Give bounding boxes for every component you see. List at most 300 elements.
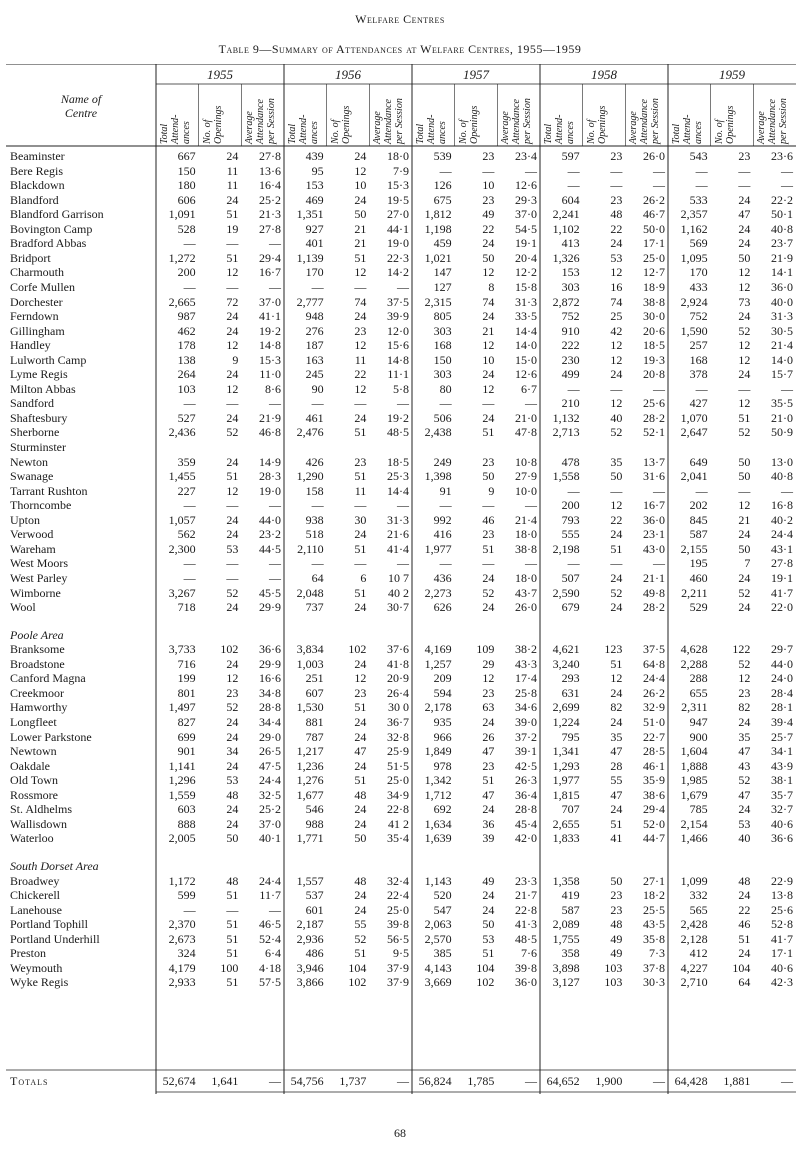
table-cell: 48 — [610, 207, 623, 222]
table-cell: 1,296 — [168, 773, 196, 788]
table-cell: 23·3 — [514, 873, 537, 888]
table-cell: 24 — [354, 816, 367, 831]
table-cell: 24 — [226, 600, 239, 615]
table-cell: 50 — [738, 454, 751, 469]
table-cell: 38·6 — [642, 787, 665, 802]
table-cell: 50 — [738, 541, 751, 556]
table-cell: 222 — [561, 338, 580, 353]
table-cell: — — [439, 556, 452, 571]
table-cell: 2,357 — [680, 207, 708, 222]
sub-header-label: ances — [437, 121, 448, 144]
table-cell: 795 — [561, 729, 580, 744]
table-cell: 7 — [744, 556, 751, 571]
table-cell: 10 — [482, 178, 495, 193]
table-cell: 4,143 — [424, 960, 452, 975]
centre-name: St. Aldhelms — [10, 802, 73, 817]
table-cell: — — [610, 556, 623, 571]
table-cell: 40·0 — [770, 294, 793, 309]
table-cell: 27·8 — [258, 221, 281, 236]
table-cell: 48 — [738, 873, 751, 888]
table-cell: 37·0 — [258, 816, 281, 831]
table-cell: 24 — [354, 714, 367, 729]
centre-name: Blandford Garrison — [10, 207, 104, 222]
table-cell: 416 — [433, 527, 452, 542]
table-cell: 24 — [738, 946, 751, 961]
table-cell: — — [695, 483, 708, 498]
table-cell: 34·9 — [386, 787, 409, 802]
centre-name: Waterloo — [10, 831, 54, 846]
table-cell: 53 — [738, 816, 751, 831]
table-cell: 21·9 — [770, 250, 793, 265]
table-cell: 24 — [482, 600, 495, 615]
table-cell: — — [311, 396, 324, 411]
table-cell: 122 — [732, 642, 751, 657]
table-cell: 4·18 — [258, 960, 281, 975]
table-cell: 12 — [610, 352, 623, 367]
table-cell: 2,933 — [168, 975, 196, 990]
table-cell: 28·1 — [770, 700, 793, 715]
table-cell: — — [738, 483, 751, 498]
table-cell: 462 — [177, 323, 196, 338]
table-cell: 126 — [433, 178, 452, 193]
table-cell: 461 — [305, 410, 324, 425]
table-cell: 12 — [738, 671, 751, 686]
table-cell: 12 — [482, 671, 495, 686]
table-cell: — — [482, 556, 495, 571]
table-cell: 50 — [482, 917, 495, 932]
table-cell: 14·1 — [770, 265, 793, 280]
sub-header-label: Attend- — [682, 114, 693, 144]
table-cell: — — [567, 556, 580, 571]
table-cell: — — [695, 178, 708, 193]
table-cell: 10·8 — [514, 454, 537, 469]
table-cell: 518 — [305, 527, 324, 542]
table-cell: 1,057 — [168, 512, 196, 527]
table-cell: 436 — [433, 570, 452, 585]
table-cell: 47·5 — [258, 758, 281, 773]
sub-header-label: Average — [372, 111, 384, 144]
table-cell: 16·6 — [258, 671, 281, 686]
table-cell: — — [226, 396, 239, 411]
table-cell: 43·0 — [642, 541, 665, 556]
table-cell: 1,102 — [552, 221, 580, 236]
table-cell: 3,946 — [296, 960, 324, 975]
table-cell: 24 — [226, 729, 239, 744]
table-cell: 25·9 — [386, 744, 409, 759]
table-cell: 54·5 — [514, 221, 537, 236]
table-cell: 23·6 — [770, 149, 793, 163]
totals-cell: 54,756 — [290, 1074, 324, 1088]
totals-cell: 1,881 — [723, 1074, 751, 1088]
table-cell: 52·1 — [642, 425, 665, 440]
table-cell: 51 — [354, 250, 367, 265]
table-cell: — — [226, 279, 239, 294]
table-cell: 11·1 — [387, 367, 409, 382]
table-cell: 22·0 — [770, 600, 793, 615]
table-cell: 15·0 — [514, 352, 537, 367]
table-cell: 42·5 — [514, 758, 537, 773]
table-cell: 1,143 — [424, 873, 452, 888]
table-cell: 9 — [488, 483, 495, 498]
centre-name: Old Town — [10, 773, 58, 788]
table-cell: 599 — [177, 888, 196, 903]
table-cell: 12 — [738, 338, 751, 353]
table-cell: 51 — [226, 946, 239, 961]
table-cell: 52 — [738, 585, 751, 600]
centre-name: Upton — [10, 512, 40, 527]
table-cell: 2,655 — [552, 816, 580, 831]
table-cell: 52·4 — [258, 931, 281, 946]
sub-header-label: Total — [543, 123, 554, 144]
table-cell: 2,041 — [680, 469, 708, 484]
table-cell: — — [524, 498, 537, 513]
table-cell: 1,604 — [680, 744, 708, 759]
table-cell: 195 — [689, 556, 708, 571]
table-cell: 22·4 — [386, 888, 409, 903]
table-cell: 49 — [482, 873, 495, 888]
table-cell: — — [652, 178, 665, 193]
table-cell: 24 — [738, 236, 751, 251]
table-cell: 25·2 — [258, 192, 281, 207]
table-cell: — — [610, 178, 623, 193]
table-cell: 147 — [433, 265, 452, 280]
sub-header-label: Attendance — [255, 99, 267, 144]
table-cell: 2,110 — [297, 541, 324, 556]
table-cell: 39·9 — [386, 309, 409, 324]
table-cell: 12 — [226, 381, 239, 396]
table-cell: 987 — [177, 309, 196, 324]
centre-name: Preston — [10, 946, 46, 961]
table-cell: 1,497 — [168, 700, 196, 715]
table-cell: 29·4 — [258, 250, 281, 265]
table-cell: 100 — [220, 960, 239, 975]
table-cell: 28·2 — [642, 600, 665, 615]
table-cell: 47 — [482, 744, 495, 759]
centre-name: Wallisdown — [10, 816, 68, 831]
table-cell: 23·7 — [770, 236, 793, 251]
totals-cell: 64,428 — [674, 1074, 708, 1088]
table-cell: 439 — [305, 149, 324, 163]
table-cell: 53 — [226, 773, 239, 788]
table-cell: 41·8 — [386, 656, 409, 671]
table-cell: 752 — [561, 309, 580, 324]
table-cell: 41·3 — [514, 917, 537, 932]
table-cell: 988 — [305, 816, 324, 831]
table-cell: 12 — [354, 671, 367, 686]
table-cell: 199 — [177, 671, 196, 686]
table-cell: 11 — [226, 163, 239, 178]
table-cell: 1,276 — [296, 773, 324, 788]
table-cell: 50 — [226, 831, 239, 846]
table-cell: 30 0 — [387, 700, 409, 715]
table-cell: 22·8 — [514, 902, 537, 917]
table-cell: 16·4 — [258, 178, 281, 193]
table-cell: 23 — [482, 527, 495, 542]
table-cell: 22·3 — [386, 250, 409, 265]
table-cell: 50·1 — [770, 207, 793, 222]
centre-name: Broadwey — [10, 873, 60, 888]
table-cell: 12·0 — [386, 323, 409, 338]
table-cell: 102 — [348, 975, 367, 990]
centre-name: Branksome — [10, 642, 65, 657]
table-cell: 23 — [354, 454, 367, 469]
centre-name: Shaftesbury — [10, 410, 68, 425]
table-cell: 752 — [689, 309, 708, 324]
table-cell: 46·7 — [642, 207, 665, 222]
table-cell: 539 — [433, 149, 452, 163]
centre-name: Chickerell — [10, 888, 60, 903]
sub-header-label: per Session — [266, 98, 278, 144]
table-cell: 737 — [305, 600, 324, 615]
table-cell: 4,628 — [680, 642, 708, 657]
table-cell: 38·1 — [770, 773, 793, 788]
table-cell: 170 — [689, 265, 708, 280]
table-cell: 3,127 — [552, 975, 580, 990]
table-cell: 1,977 — [552, 773, 580, 788]
table-cell: 55 — [354, 917, 367, 932]
table-cell: 1,198 — [424, 221, 452, 236]
table-cell: — — [226, 498, 239, 513]
table-cell: — — [482, 396, 495, 411]
table-cell: 12·6 — [514, 367, 537, 382]
centre-name: Oakdale — [10, 758, 50, 773]
table-cell: 42·0 — [514, 831, 537, 846]
table-cell: 11 — [354, 352, 367, 367]
table-cell: 103 — [604, 975, 623, 990]
table-cell: 543 — [689, 149, 708, 163]
table-cell: 24 — [226, 802, 239, 817]
table-cell: 7·6 — [520, 946, 537, 961]
table-cell: 2,476 — [296, 425, 324, 440]
table-cell: 537 — [305, 888, 324, 903]
table-cell: 32·8 — [386, 729, 409, 744]
totals-cell: 52,674 — [162, 1074, 196, 1088]
table-cell: 9 — [232, 352, 239, 367]
table-cell: 1,003 — [296, 656, 324, 671]
table-cell: 209 — [433, 671, 452, 686]
table-cell: 12 — [738, 265, 751, 280]
table-cell: 288 — [689, 671, 708, 686]
table-cell: 17·1 — [770, 946, 793, 961]
table-cell: 569 — [689, 236, 708, 251]
totals-cell: — — [780, 1074, 793, 1088]
table-cell: 37·8 — [642, 960, 665, 975]
table-cell: 52 — [482, 585, 495, 600]
sub-header-label: Total — [671, 123, 682, 144]
table-cell: 44·5 — [258, 541, 281, 556]
table-cell: — — [183, 396, 196, 411]
table-cell: 35 — [610, 454, 623, 469]
table-cell: 13·7 — [642, 454, 665, 469]
table-cell: 359 — [177, 454, 196, 469]
table-cell: 37·5 — [642, 642, 665, 657]
table-cell: 547 — [433, 902, 452, 917]
table-cell: 40·8 — [770, 469, 793, 484]
table-cell: — — [226, 570, 239, 585]
table-cell: 24 — [354, 656, 367, 671]
table-cell: 36 — [482, 816, 495, 831]
table-cell: 1,398 — [424, 469, 452, 484]
centre-name: Portland Underhill — [10, 931, 100, 946]
table-cell: 17·4 — [514, 671, 537, 686]
table-cell: 24 — [738, 714, 751, 729]
table-cell: 565 — [689, 902, 708, 917]
table-cell: 45·4 — [514, 816, 537, 831]
table-cell: 26·0 — [514, 600, 537, 615]
table-cell: 56·5 — [386, 931, 409, 946]
table-cell: 39·1 — [514, 744, 537, 759]
table-cell: 21 — [354, 221, 367, 236]
centre-name: Lanehouse — [10, 902, 62, 917]
table-cell: 44·0 — [770, 656, 793, 671]
table-cell: 82 — [738, 700, 751, 715]
sub-header-label: Average — [628, 111, 640, 144]
table-cell: 2,154 — [680, 816, 708, 831]
sub-header-label: Average — [500, 111, 512, 144]
table-cell: 24 — [482, 309, 495, 324]
table-cell: 1,557 — [296, 873, 324, 888]
table-cell: 1,455 — [168, 469, 196, 484]
table-cell: 2,155 — [680, 541, 708, 556]
table-cell: 1,224 — [552, 714, 580, 729]
table-cell: 43 — [738, 758, 751, 773]
table-cell: 64 — [738, 975, 751, 990]
table-cell: 51 — [226, 917, 239, 932]
table-cell: 36·7 — [386, 714, 409, 729]
table-cell: 24 — [354, 149, 367, 163]
table-cell: 32·7 — [770, 802, 793, 817]
table-cell: 40·1 — [258, 831, 281, 846]
table-cell: 12·6 — [514, 178, 537, 193]
table-cell: 1,466 — [680, 831, 708, 846]
sub-header-label: Attendance — [639, 99, 651, 144]
table-cell: 51·0 — [642, 714, 665, 729]
table-cell: 21 — [482, 323, 495, 338]
table-cell: 11·0 — [259, 367, 281, 382]
table-cell: 82 — [610, 700, 623, 715]
table-cell: 533 — [689, 192, 708, 207]
table-cell: 210 — [561, 396, 580, 411]
centre-name: Longfleet — [10, 714, 57, 729]
table-cell: 9·5 — [392, 946, 409, 961]
table-cell: 35·4 — [386, 831, 409, 846]
table-cell: 469 — [305, 192, 324, 207]
sub-header-label: Attendance — [511, 99, 523, 144]
table-cell: 46·8 — [258, 425, 281, 440]
table-cell: 50 — [354, 207, 367, 222]
table-cell: 35·5 — [770, 396, 793, 411]
table-cell: 1,558 — [552, 469, 580, 484]
table-cell: 44·7 — [642, 831, 665, 846]
table-cell: 597 — [561, 149, 580, 163]
table-cell: 527 — [177, 410, 196, 425]
table-cell: 91 — [439, 483, 452, 498]
table-cell: 1,985 — [680, 773, 708, 788]
table-cell: 36·6 — [770, 831, 793, 846]
table-cell: 12 — [610, 671, 623, 686]
table-cell: 927 — [305, 221, 324, 236]
table-cell: 805 — [433, 309, 452, 324]
totals-cell: 1,737 — [339, 1074, 367, 1088]
sub-header-label: Average — [756, 111, 768, 144]
table-cell: 12 — [354, 163, 367, 178]
table-cell: 47 — [738, 207, 751, 222]
table-cell: 2,288 — [680, 656, 708, 671]
section-heading: South Dorset Area — [10, 859, 99, 874]
table-cell: 25·3 — [386, 469, 409, 484]
table-cell: 24 — [226, 323, 239, 338]
table-cell: 16·8 — [770, 498, 793, 513]
table-cell: 249 — [433, 454, 452, 469]
totals-cell: — — [652, 1074, 665, 1088]
sub-header-label: Attend- — [554, 114, 565, 144]
sub-header-label: Openings — [212, 105, 224, 144]
table-cell: 24 — [354, 802, 367, 817]
table-cell: 48·5 — [386, 425, 409, 440]
table-cell: 427 — [689, 396, 708, 411]
table-cell: 31·6 — [642, 469, 665, 484]
sub-header-label: ances — [309, 121, 320, 144]
table-cell: 2,241 — [552, 207, 580, 222]
table-cell: 46·5 — [258, 917, 281, 932]
table-cell: 74 — [482, 294, 495, 309]
table-cell: 51 — [354, 946, 367, 961]
table-cell: 24 — [738, 367, 751, 382]
table-cell: 39 — [482, 831, 495, 846]
table-cell: — — [354, 556, 367, 571]
table-cell: 20·6 — [642, 323, 665, 338]
table-cell: — — [482, 498, 495, 513]
table-cell: 23 — [482, 758, 495, 773]
table-cell: — — [780, 483, 793, 498]
table-cell: 29 — [482, 656, 495, 671]
table-cell: 163 — [305, 352, 324, 367]
table-cell: 47 — [610, 787, 623, 802]
table-cell: 2,300 — [168, 541, 196, 556]
table-cell: 24·4 — [770, 527, 793, 542]
table-cell: 72 — [226, 294, 239, 309]
centre-name: Ferndown — [10, 309, 59, 324]
table-cell: 25 — [610, 309, 623, 324]
sub-header-label: per Session — [394, 98, 406, 144]
table-cell: 32·5 — [258, 787, 281, 802]
table-cell: 938 — [305, 512, 324, 527]
table-cell: 51 — [610, 816, 623, 831]
table-cell: 948 — [305, 309, 324, 324]
table-cell: 15·3 — [258, 352, 281, 367]
table-cell: 37·0 — [258, 294, 281, 309]
table-cell: 47·8 — [514, 425, 537, 440]
table-cell: 1,141 — [168, 758, 196, 773]
table-cell: 52·8 — [770, 917, 793, 932]
table-cell: 1,326 — [552, 250, 580, 265]
table-cell: 2,370 — [168, 917, 196, 932]
table-cell: 12 — [354, 381, 367, 396]
table-cell: 1,590 — [680, 323, 708, 338]
table-cell: 138 — [177, 352, 196, 367]
table-cell: — — [311, 556, 324, 571]
table-cell: 52 — [226, 585, 239, 600]
table-cell: 385 — [433, 946, 452, 961]
table-cell: 25·5 — [642, 902, 665, 917]
table-cell: 1,530 — [296, 700, 324, 715]
table-cell: 2,570 — [424, 931, 452, 946]
table-cell: 51 — [738, 931, 751, 946]
table-cell: 3,834 — [296, 642, 324, 657]
table-cell: — — [524, 556, 537, 571]
table-cell: 51 — [354, 773, 367, 788]
table-cell: 34 — [226, 744, 239, 759]
